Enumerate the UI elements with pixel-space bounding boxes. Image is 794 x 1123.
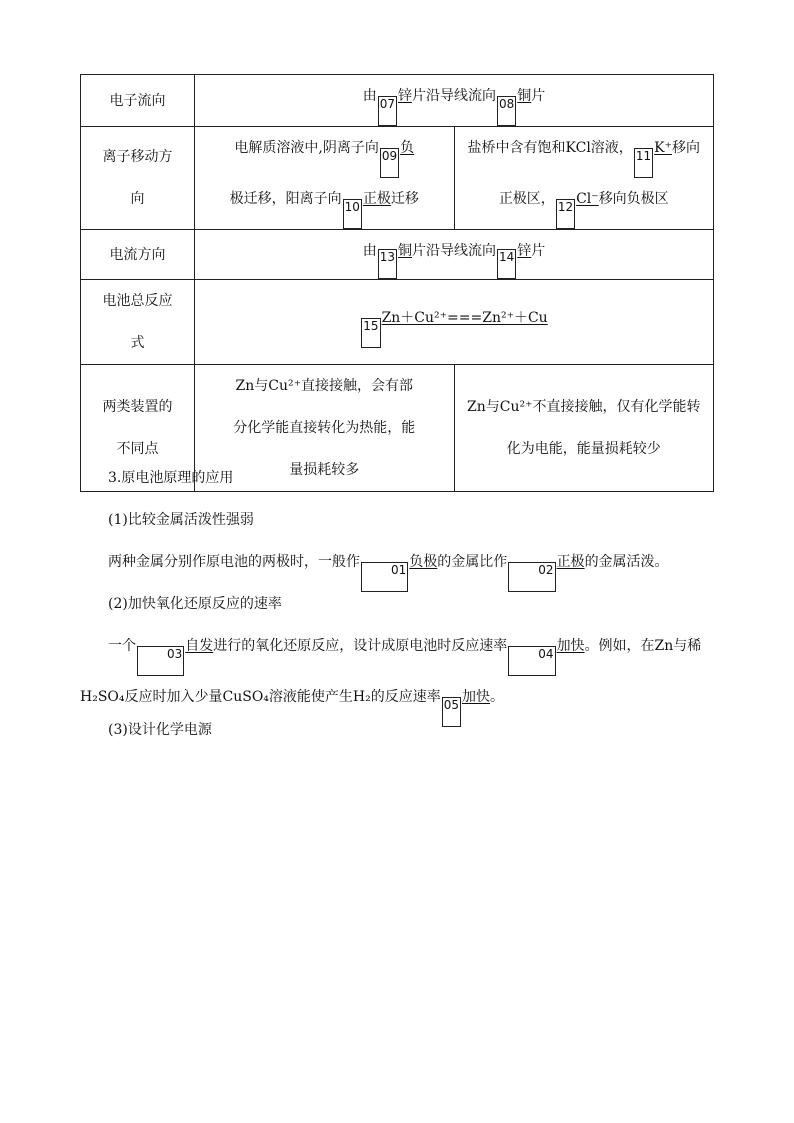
blank-number: 08	[497, 96, 516, 126]
table-row	[81, 230, 714, 280]
blank-number: 05	[442, 697, 461, 727]
electron-flow-cell	[195, 75, 714, 127]
heading: 3.原电池原理的应用	[108, 470, 234, 486]
heading: (3)设计化学电源	[108, 722, 212, 738]
text: 迁移	[390, 191, 419, 207]
answer: 自发	[185, 638, 214, 654]
answer: 锌	[398, 88, 412, 104]
text: 移向	[671, 140, 700, 156]
comparison-table	[80, 74, 714, 492]
answer: 负极	[409, 554, 438, 570]
text: 极迁移，阳离子向	[229, 191, 342, 207]
text: Zn与Cu²⁺直接接触，会有部	[235, 378, 413, 394]
text: H₂SO₄反应时加入少量CuSO₄溶液能使产生H₂的反应速率	[80, 689, 441, 705]
ion-migration-left	[195, 127, 455, 230]
text: 片沿导线流向	[412, 243, 496, 259]
answer: 负	[400, 140, 415, 156]
subsection-1-title	[108, 499, 714, 541]
heading: (2)加快氧化还原反应的速率	[108, 596, 282, 612]
overall-reaction-cell	[195, 280, 714, 365]
answer: 锌	[517, 243, 532, 259]
ion-migration-right	[454, 127, 714, 230]
text: 片	[531, 243, 546, 259]
label-line: 离子移动方	[102, 149, 173, 165]
text: 一个	[108, 638, 136, 654]
current-direction-cell	[195, 230, 714, 280]
label-line: 式	[130, 335, 145, 351]
text: 进行的氧化还原反应，设计成原电池时反应速率	[213, 638, 508, 654]
table-row	[81, 75, 714, 127]
answer: 加快	[556, 638, 585, 654]
text: 电解质溶液中,阴离子向	[234, 140, 379, 156]
answer: 加快	[462, 689, 491, 705]
text: 。	[490, 689, 505, 705]
text: Zn与Cu²⁺不直接接触，仅有化学能转	[467, 399, 701, 415]
text: 片	[531, 88, 546, 104]
answer: Cl⁻	[576, 191, 599, 207]
blank-number: 12	[556, 199, 575, 229]
text: 分化学能直接转化为热能，能	[233, 420, 416, 436]
blank-number: 02	[508, 562, 555, 592]
row-label: 电子流向	[81, 75, 195, 127]
table-row	[81, 127, 714, 230]
text: 的金属活泼。	[584, 554, 669, 570]
blank-number: 03	[137, 646, 184, 676]
blank-number: 10	[343, 199, 362, 229]
text: 两种金属分别作原电池的两极时，一般作	[108, 554, 360, 570]
row-label: 电流方向	[81, 230, 195, 280]
subsection-2-title	[108, 583, 714, 625]
text: 盐桥中含有饱和KCl溶液，	[467, 140, 633, 156]
blank-number: 07	[378, 96, 397, 126]
text: 由	[362, 88, 377, 104]
section-title	[108, 457, 714, 499]
label-line: 电池总反应	[102, 293, 173, 309]
answer: K⁺	[654, 140, 672, 156]
blank-number: 15	[361, 318, 380, 348]
blank-number: 09	[380, 148, 399, 178]
blank-number: 04	[508, 646, 555, 676]
subsection-3-title	[108, 709, 714, 751]
text: 移向负极区	[598, 191, 669, 207]
text: 化为电能，能量损耗较少	[506, 441, 661, 457]
text: 由	[362, 243, 377, 259]
table-row	[81, 280, 714, 365]
text: 。例如，在Zn与稀	[584, 638, 702, 654]
text: 片沿导线流向	[412, 88, 496, 104]
text: 正极区，	[498, 191, 555, 207]
answer: 正极	[556, 554, 585, 570]
answer: 铜	[517, 88, 532, 104]
answer: 正极	[362, 191, 391, 207]
row-label	[81, 127, 195, 230]
heading: (1)比较金属活泼性强弱	[108, 512, 254, 528]
text: 量损耗较多	[289, 462, 360, 478]
label-line: 向	[130, 191, 145, 207]
blank-number: 11	[634, 148, 653, 178]
reaction-equation: Zn＋Cu²⁺===Zn²⁺＋Cu	[381, 309, 548, 326]
text: 的金属比作	[437, 554, 508, 570]
label-line: 不同点	[116, 441, 159, 457]
blank-number: 01	[361, 562, 408, 592]
label-line: 两类装置的	[102, 399, 173, 415]
row-label	[81, 280, 195, 365]
blank-number: 13	[378, 249, 397, 279]
blank-number: 14	[497, 249, 516, 279]
answer: 铜	[398, 243, 412, 259]
